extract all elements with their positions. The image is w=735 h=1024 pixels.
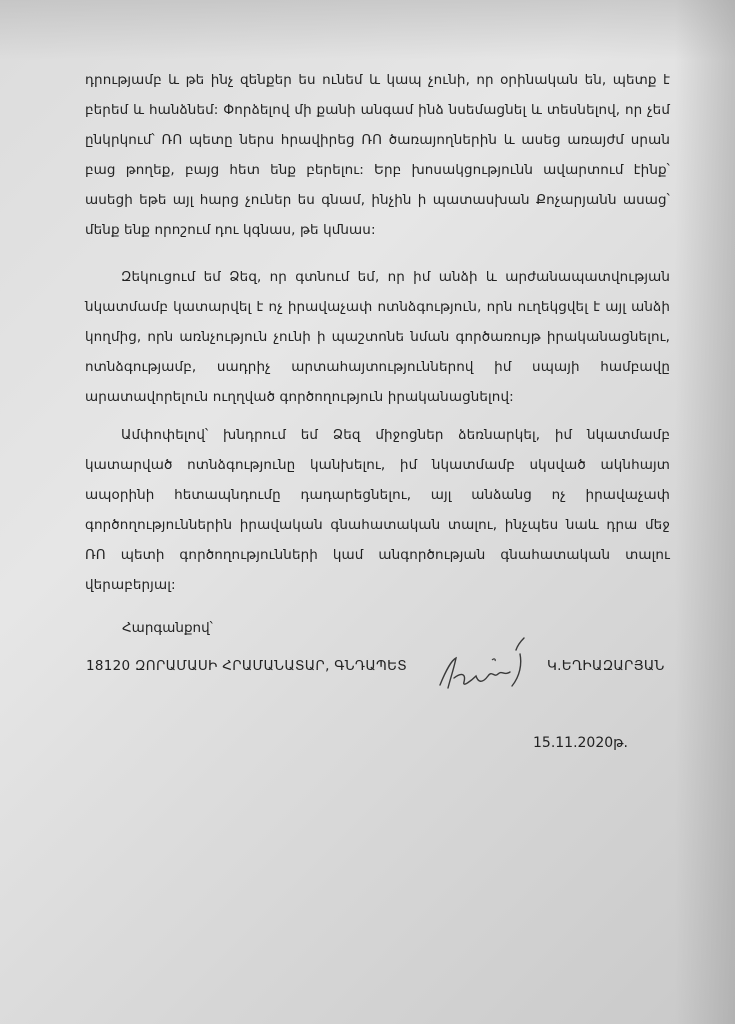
- handwritten-signature: [432, 630, 547, 700]
- sender-title: 18120 ԶՈՐԱՄԱՍԻ ՀՐԱՄԱՆԱՏԱՐ, ԳՆԴԱՊԵՏ: [86, 658, 408, 674]
- paragraph-3: Ամփոփելով՝ խնդրում եմ Ձեզ միջոցներ ձեռնարկել, իմ նկատմամբ կատարված ոտնձգությունը կանխելու, իմ նկատմամբ սկսված ակնհայտ ապօրինի հետապնդումը դադարեցնելու, այլ անձանց ոչ իրավաչափ գործողություններին իրավական գնահատական տալու, ինչպես նաև դրա մեջ ՌՈ պետի գործողությունների կամ անգործության գնահատական տալու վերաբերյալ:: [85, 427, 670, 593]
- page-shadow-right: [675, 0, 735, 1024]
- document-date: 15.11.2020թ.: [533, 735, 628, 751]
- closing-regards: Հարգանքով՝: [122, 620, 213, 636]
- paragraph-2: Զեկուցում եմ Ձեզ, որ գտնում եմ, որ իմ անձի և արժանապատվության նկատմամբ կատարվել է ոչ իրավաչափ ոտնձգություն, որն ուղեկցվել է այլ անձի կողմից, որն առնչություն չունի ի պաշտոնե նման գործառույթ իրականացնելու, ոտնձգությամբ, սադրիչ արտահայտություններով իմ սպայի համբավը արատավորելուն ուղղված գործողություն իրականացնելով:: [85, 269, 670, 405]
- paragraph-1: դրությամբ և թե ինչ զենքեր ես ունեմ և կապ չունի, որ օրինական են, պետք է բերեմ և հանձնեմ: Փորձելով մի քանի անգամ ինձ նսեմացնել և տեսնելով, որ չեմ ընկրկում՝ ՌՈ պետը ներս հրավիրեց ՌՈ ծառայողներին և ասեց առայժմ սրան բաց թողեք, բայց հետ ենք բերելու: Երբ խոսակցությունն ավարտում էինք՝ ասեցի եթե այլ հարց չուներ ես գնամ, ինչին ի պատասխան Քոչարյանն ասաց՝ մենք ենք որոշում դու կգնաս, թե կմնաս:: [85, 72, 670, 238]
- sender-name: Կ.ԵՂԻԱԶԱՐՅԱՆ: [547, 658, 665, 674]
- page-shadow-top: [0, 0, 735, 60]
